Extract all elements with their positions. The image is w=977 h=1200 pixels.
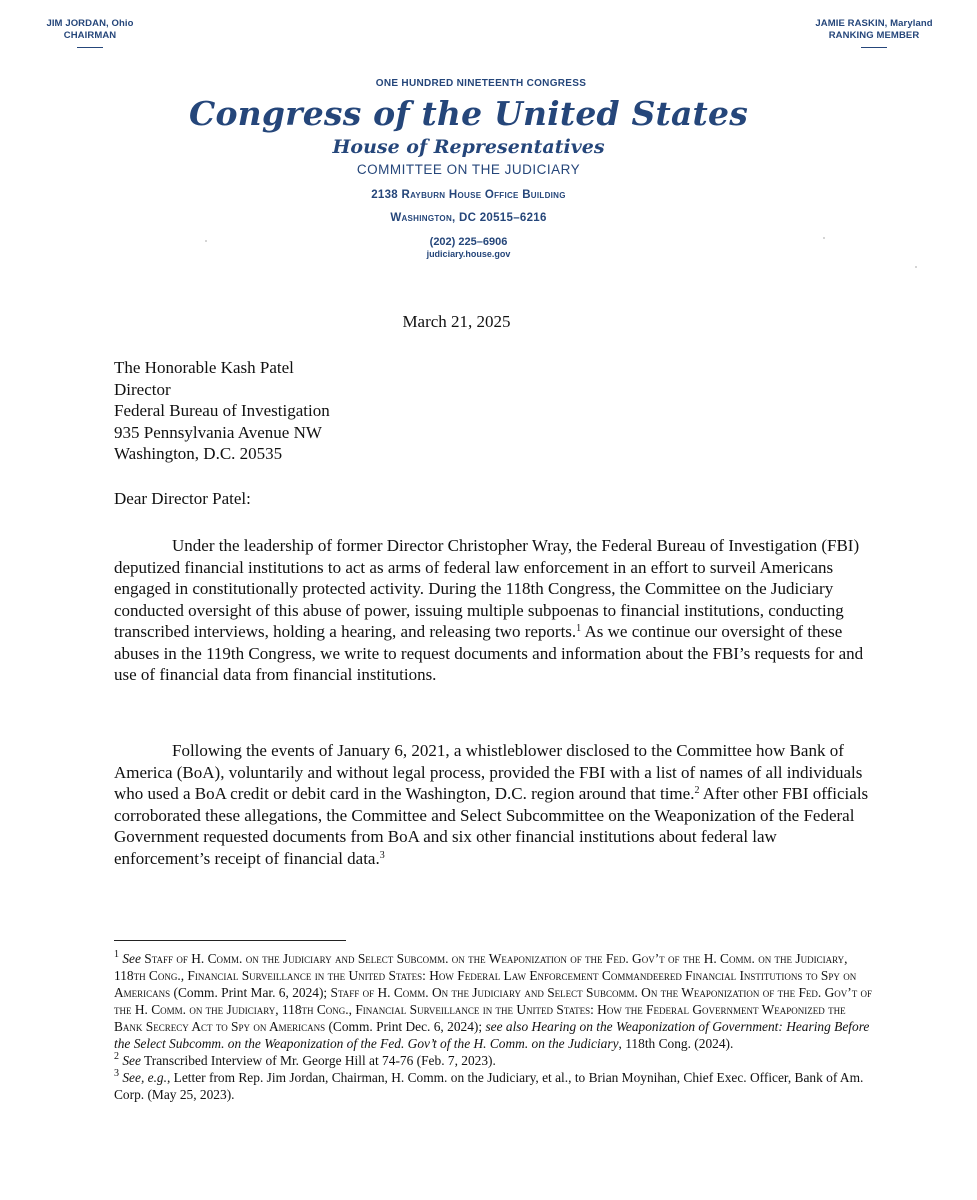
chairman-title: CHAIRMAN: [63, 30, 117, 41]
footnote-ref-1[interactable]: 1: [576, 623, 582, 634]
addressee-agency: Federal Bureau of Investigation: [114, 401, 330, 420]
scan-speck: [823, 237, 825, 239]
footnote-3: [114, 1069, 874, 1103]
chairman-rule: [77, 47, 103, 48]
footnote-1-end: , 118th Cong. (2024).: [618, 1036, 734, 1051]
footnote-3-text: , Letter from Rep. Jim Jordan, Chairman, H. Comm. on the Judiciary, et al., to Brian Moynihan, Chief Exec. Officer, Bank of Am. Corp. (May 25, 2023).: [114, 1070, 864, 1102]
paragraph-2-text: Following the events of January 6, 2021, a whistleblower disclosed to the Committee how Bank of America (BoA), voluntarily and without legal process, provided the FBI with a list of names of all individuals who used a BoA credit or debit card in the Washington, D.C. region around that time.: [114, 741, 863, 803]
footnote-3-number: 3: [114, 1068, 119, 1079]
addressee-title: Director: [114, 379, 171, 399]
footnote-ref-2[interactable]: 2: [694, 785, 700, 796]
footnote-1-report-1: Staff of H. Comm. on the Judiciary and Select Subcomm. on the Weaponization of the Fed. Gov’t of the H. Comm. on the Judiciary, 118th Cong., Financial Surveillance in the United States: How Federal Law Enforcement Commandeered Financial Institutions to Spy on Americans: [114, 951, 857, 1000]
building-address: 2138 Rayburn House Office Building: [371, 189, 566, 201]
footnote-2: [114, 1052, 874, 1069]
salutation: Dear Director Patel:: [114, 489, 251, 508]
footnotes: [114, 950, 874, 1103]
addressee-city: Washington, D.C. 20535: [114, 444, 283, 463]
footnote-2-text: Transcribed Interview of Mr. George Hill at 74-76 (Feb. 7, 2023).: [140, 1053, 496, 1068]
footnote-1-report-2: Staff of H. Comm. On the Judiciary and Select Subcomm. On the Weaponization of the Fed. Gov’t of the H. Comm. on the Judiciary, 118th Cong., Financial Surveillance in the United States: How the Federal Government Weaponized the Bank Secrecy Act to Spy on Americans: [114, 985, 873, 1034]
footnote-ref-3[interactable]: 3: [379, 849, 385, 861]
footnote-1-hearing: see also Hearing on the Weaponization of Government: Hearing Before the Select Subcomm. on the Weaponization of the Fed. Gov’t of the H. Comm. on the Judiciary: [114, 1019, 870, 1051]
phone-number: (202) 225–6906: [429, 236, 508, 248]
paragraph-1: [114, 535, 874, 686]
paragraph-1-text-cont: As we continue our oversight of these abuses in the 119th Congress, we write to request documents and information about the FBI’s requests for and use of financial data from financial institutions.: [114, 622, 864, 684]
letterhead: [0, 78, 977, 259]
paragraph-2-text-cont: After other FBI officials corroborated these allegations, the Committee and Select Subcommittee on the Weaponization of the Federal Government requested documents from BoA and six other financial institutions about federal law enforcement’s receipt of financial data.: [114, 784, 869, 868]
house-name: House of Representatives: [332, 136, 605, 158]
chairman-name: JIM JORDAN, Ohio: [46, 18, 134, 29]
addressee-street: 935 Pennsylvania Avenue NW: [114, 422, 322, 442]
ranking-member-name: JAMIE RASKIN, Maryland: [815, 18, 933, 29]
footnote-divider: [114, 940, 346, 941]
footnote-2-signal: See: [122, 1053, 141, 1068]
footnote-1-number: 1: [114, 949, 119, 960]
footnote-2-number: 2: [114, 1051, 119, 1062]
ranking-member-rule: [861, 47, 887, 48]
congress-number: ONE HUNDRED NINETEENTH CONGRESS: [375, 78, 587, 89]
scan-speck: [915, 266, 917, 268]
addressee-name: The Honorable Kash Patel: [114, 358, 294, 377]
chairman-block: [40, 18, 140, 48]
committee-name: COMMITTEE ON THE JUDICIARY: [356, 162, 581, 177]
ranking-member-block: [809, 18, 939, 48]
footnote-3-signal: See, e.g.: [122, 1070, 167, 1085]
website-link[interactable]: judiciary.house.gov: [426, 249, 511, 259]
footnote-1-print-2: (Comm. Print Dec. 6, 2024);: [325, 1019, 486, 1034]
scan-speck: [205, 240, 207, 242]
paragraph-2: [114, 740, 874, 869]
paragraph-1-text: Under the leadership of former Director Christopher Wray, the Federal Bureau of Investigation (FBI) deputized financial institutions to act as arms of federal law enforcement in an effort to surveil Americans engaged in constitutionally protected activity. During the 118th Congress, the Committee on the Judiciary conducted oversight of this abuse of power, issuing multiple subpoenas to financial institutions, conducting transcribed interviews, holding a hearing, and releasing two reports.: [114, 536, 860, 641]
footnote-1-signal: See: [122, 951, 141, 966]
letter-date: March 21, 2025: [402, 312, 511, 331]
footnote-1: [114, 950, 874, 1052]
congress-name: Congress of the United States: [189, 94, 748, 133]
footnote-1-print-1: (Comm. Print Mar. 6, 2024);: [170, 985, 331, 1000]
addressee-block: [114, 357, 874, 465]
ranking-member-title: RANKING MEMBER: [828, 30, 920, 41]
city-address: Washington, DC 20515–6216: [390, 212, 547, 224]
